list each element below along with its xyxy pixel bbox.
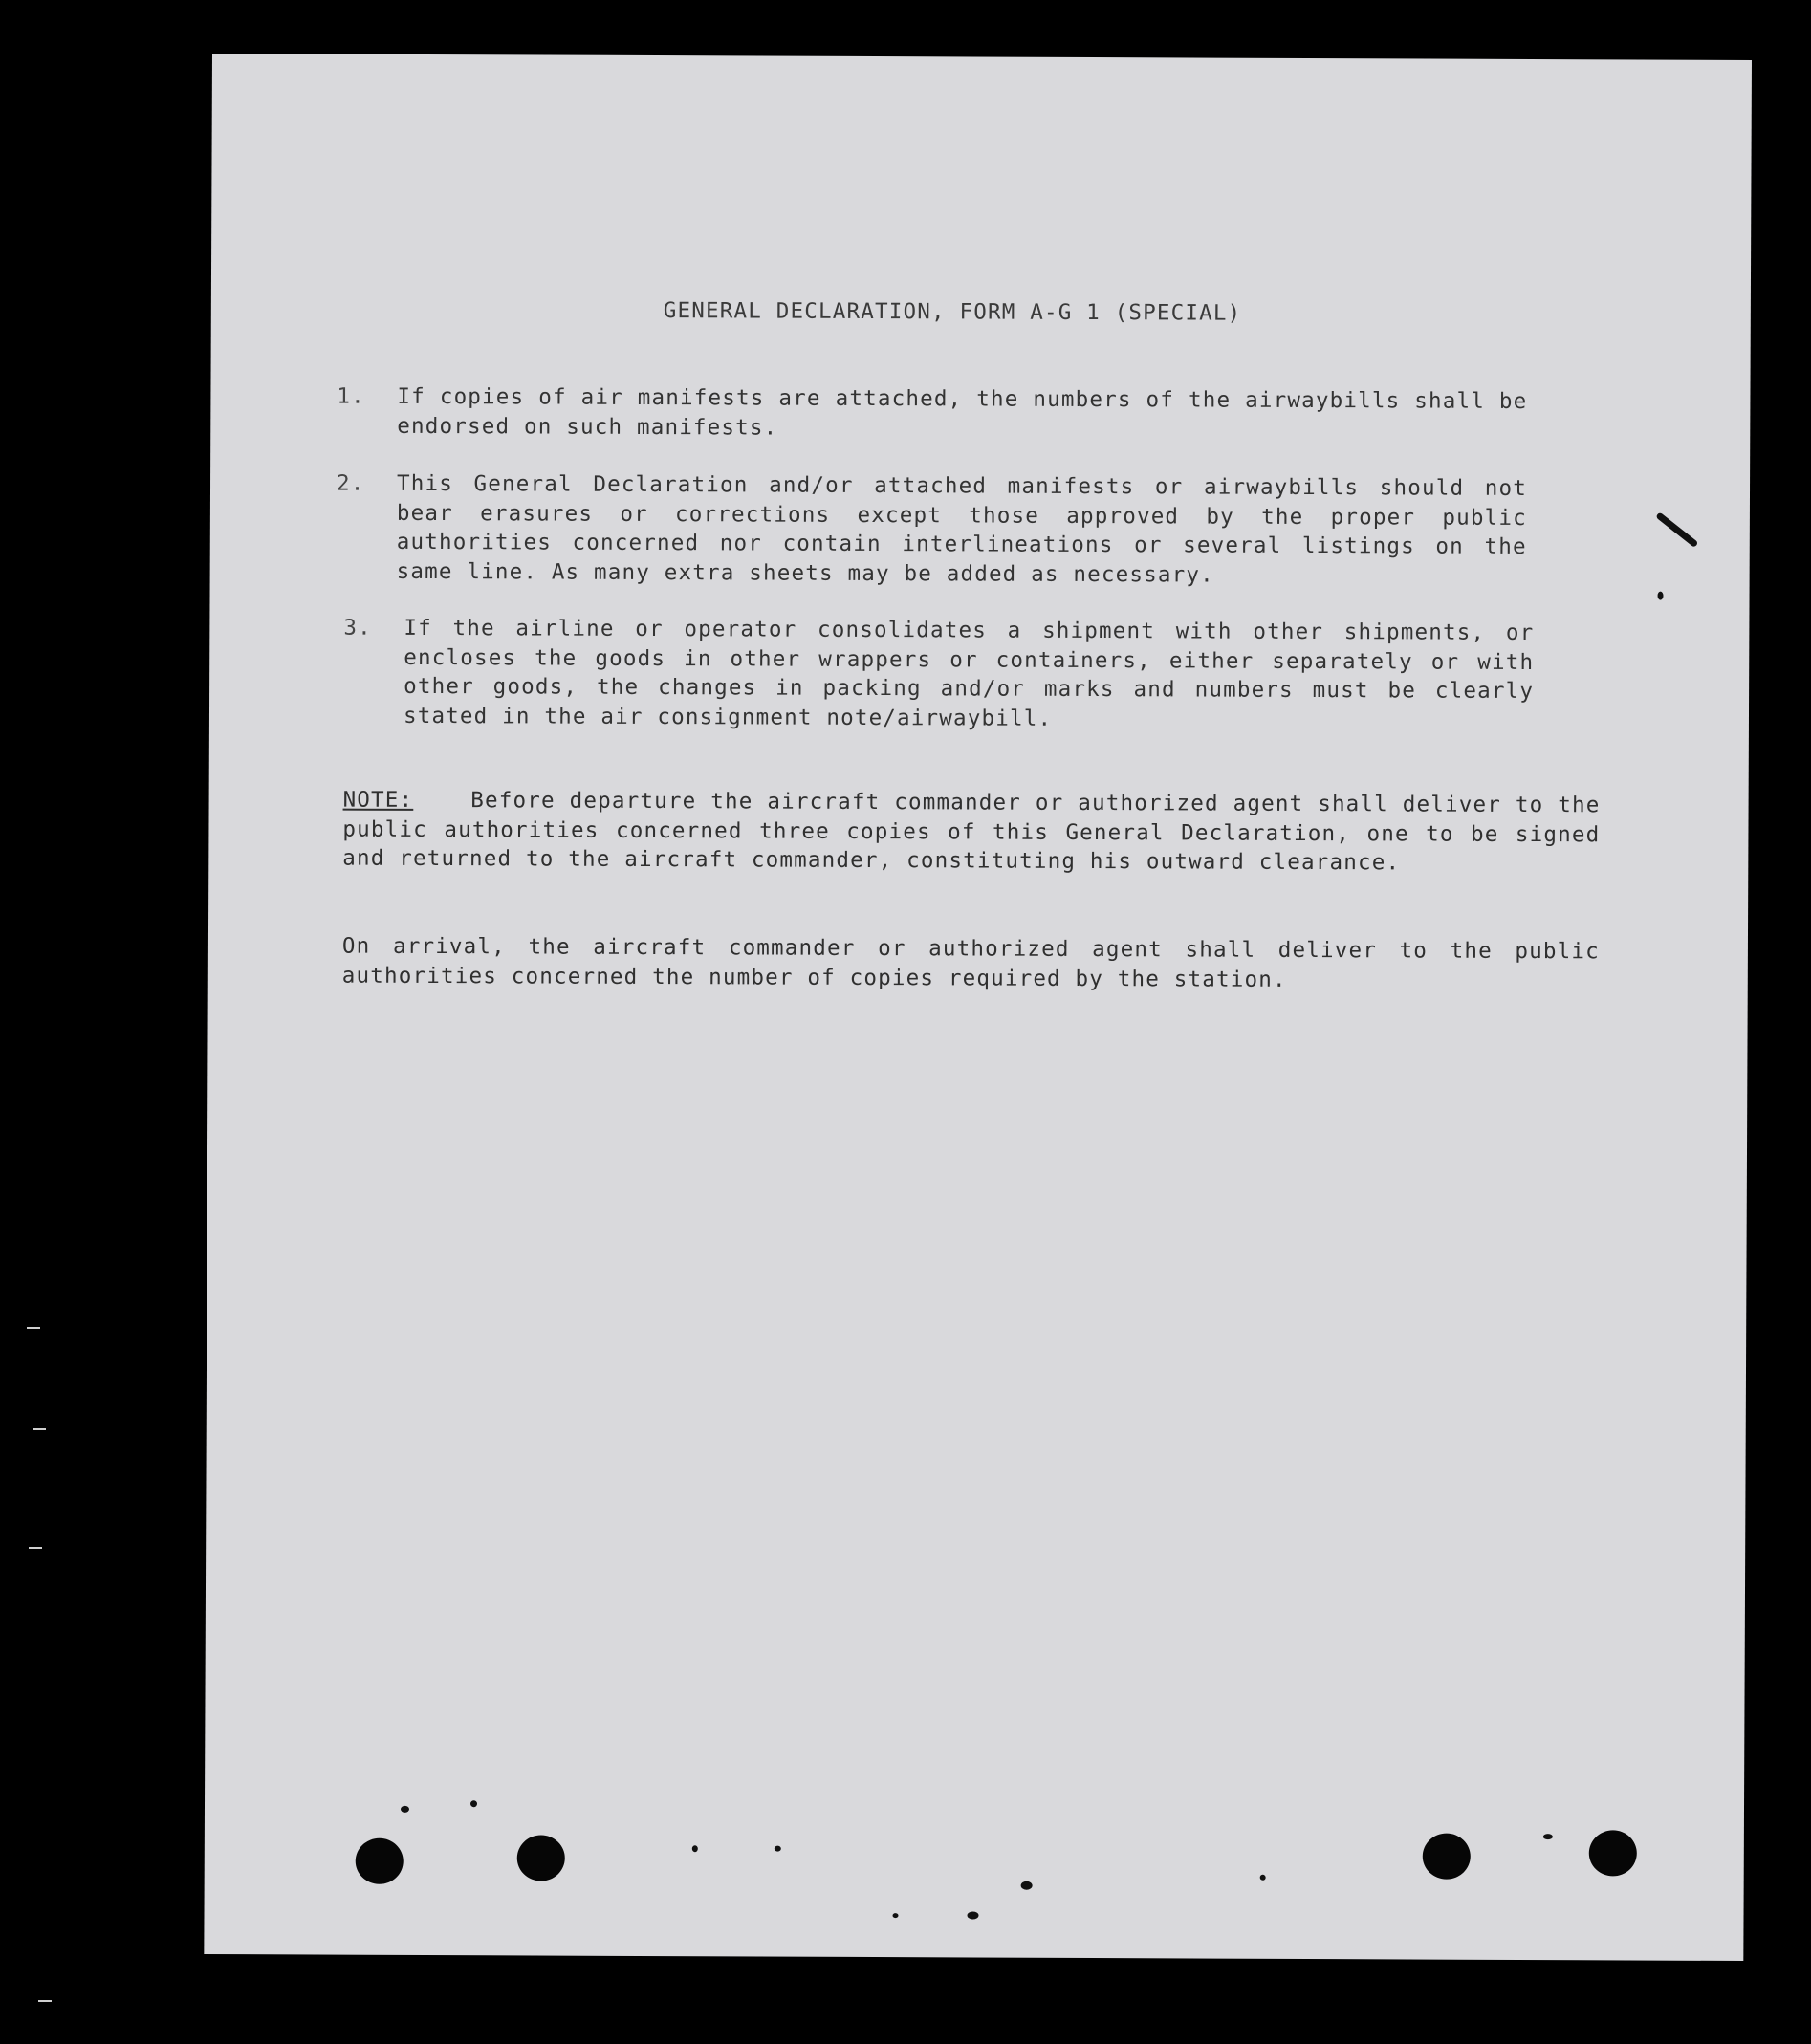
list-item [337,382,1527,446]
document-page [204,54,1752,1961]
speck [1543,1834,1553,1839]
punch-hole [517,1835,565,1881]
list-item-text: If copies of air manifests are attached, the numbers of the airwaybills shall be endorsed on such manifests. [397,383,1528,441]
list-item-text: This General Declaration and/or attached manifests or airwaybills should not bear erasures or corrections except those approved by the proper public authorities concerned nor contain interlineations or several listings on the same line. As many extra sheets may be added as necessary. [396,470,1528,588]
arrival-paragraph: On arrival, the aircraft commander or authorized agent shall deliver to the public authorities concerned the number of copies required by the station. [341,933,1600,992]
speck [470,1800,477,1807]
list-item-number: 3. [343,615,372,641]
speck [775,1846,781,1852]
list-item-number: 2. [336,470,365,496]
note-label: NOTE: [342,787,414,813]
scan-edge-mark [38,2000,52,2002]
punch-hole [1589,1830,1637,1876]
pen-mark [1655,511,1698,548]
speck [1260,1875,1266,1881]
speck [967,1911,978,1919]
scan-edge-mark [33,1428,46,1430]
list-item-number: 1. [337,383,365,409]
punch-hole [1423,1834,1471,1880]
pen-mark [1658,592,1664,600]
list-item [343,614,1535,735]
scan-edge-mark [27,1327,40,1329]
note-text: Before departure the aircraft commander or authorized agent shall deliver to the public authorities concerned three copies of this General Declaration, one to be signed and returned to the aircraft commander, constituting his outward clearance. [342,788,1601,876]
speck [892,1913,898,1918]
speck [692,1845,698,1852]
scan-edge-mark [29,1547,42,1549]
list-item-text: If the airline or operator consolidates a shipment with other shipments, or encloses the goods in other wrappers or containers, either separately or with other goods, the changes in packing and/or marks and numbers must be clearly stated in the air consignment note/airwaybill. [403,615,1535,731]
note-paragraph [342,786,1600,879]
punch-hole [356,1838,404,1884]
speck [401,1806,409,1813]
speck [1021,1881,1033,1890]
document-title: GENERAL DECLARATION, FORM A-G 1 (SPECIAL) [663,298,1242,326]
list-item [337,469,1528,591]
